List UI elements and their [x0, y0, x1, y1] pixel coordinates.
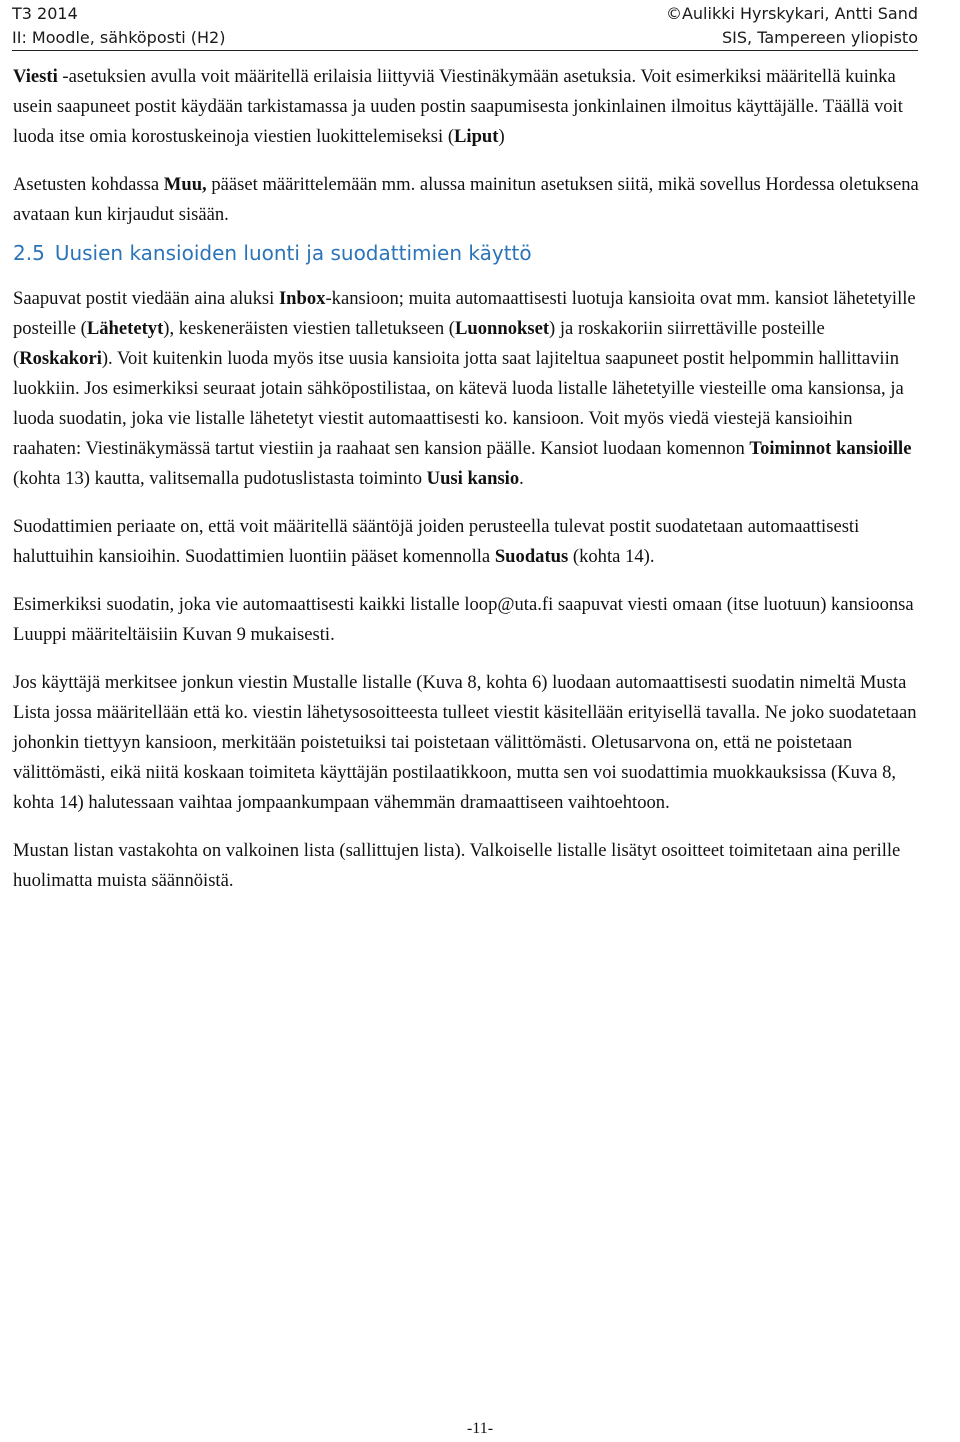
term-muu: Muu, — [163, 174, 207, 195]
text: Saapuvat postit viedään aina aluksi — [13, 288, 279, 309]
paragraph-blacklist: Jos käyttäjä merkitsee jonkun viestin Mustalle listalle (Kuva 8, kohta 6) luodaan automaattisesti suodatin nimeltä Musta Lista jossa määritellään että ko. viestin lähetysosoitteesta tulleet viestit käsitellään erityisellä tavalla. Ne joko suodatetaan johonkin tiettyyn kansioon, merkitään poistetuiksi tai poistetaan välittömästi. Oletusarvona on, että ne poistetaan välittömästi, eikä niitä koskaan toimiteta käyttäjän postilaatikkoon, mutta sen voi suodattimia muokkauksissa (Kuva 8, kohta 14) halutessaan vaihtaa jompaankumpaan vähemmän dramaattiseen vaihtoehtoon. — [13, 672, 917, 813]
institution: SIS, Tampereen yliopisto — [721, 28, 918, 47]
text: (kohta 14). — [568, 546, 655, 567]
text: ) — [498, 126, 505, 147]
term-suodatus: Suodatus — [494, 546, 569, 567]
document-body — [13, 62, 920, 896]
text: -asetuksien avulla voit määritellä erilaisia liittyviä Viestinäkymään asetuksia. Voit esimerkiksi määritellä kuinka usein saapuneet postit käydään tarkistamassa ja uuden postin saapumisesta jonkinlainen ilmoitus käyttäjälle. Täällä voit luoda itse omia korostuskeinoja viestien luokittelemiseksi ( — [13, 66, 903, 147]
header-left — [12, 2, 225, 50]
section-title: Uusien kansioiden luonti ja suodattimien käyttö — [54, 241, 532, 265]
paragraph-folders — [13, 284, 920, 494]
page-number: -11- — [466, 1420, 494, 1437]
section-heading — [13, 238, 920, 268]
text: pääset määrittelemään mm. alussa mainitun asetuksen siitä, mikä sovellus Hordessa oletuksena avataan kun kirjaudut sisään. — [13, 174, 919, 225]
paragraph-viesti-settings — [13, 62, 920, 152]
text: (kohta 13) kautta, valitsemalla pudotuslistasta toiminto — [13, 468, 427, 489]
term-lahetetyt: Lähetetyt — [86, 318, 164, 339]
text: Suodattimien periaate on, että voit määritellä sääntöjä joiden perusteella tulevat postit suodatetaan automaattisesti haluttuihin kansioihin. Suodattimien luontiin pääset komennolla — [13, 516, 860, 567]
text: -kansioon; muita automaattisesti luotuja kansioita ovat mm. kansiot lähetetyille posteille ( — [13, 288, 916, 339]
text: Asetusten kohdassa — [13, 174, 164, 195]
course-code: T3 2014 — [12, 4, 78, 23]
header-right — [666, 2, 918, 50]
course-subtitle: II: Moodle, sähköposti (H2) — [12, 28, 226, 47]
term-uusi-kansio: Uusi kansio — [426, 468, 520, 489]
text: ) ja roskakoriin siirrettäville posteille ( — [13, 318, 825, 369]
paragraph-muu-settings — [13, 170, 920, 230]
term-liput: Liput — [454, 126, 499, 147]
text: . — [519, 468, 524, 489]
authors: ©Aulikki Hyrskykari, Antti Sand — [665, 4, 918, 23]
paragraph-filter-example: Esimerkiksi suodatin, joka vie automaattisesti kaikki listalle loop@uta.fi saapuvat viesti omaan (itse luotuun) kansioonsa Luuppi määriteltäisiin Kuvan 9 mukaisesti. — [13, 594, 914, 645]
text: ). Voit kuitenkin luoda myös itse uusia kansioita jotta saat lajiteltua saapuneet postit helpommin hallittaviin luokkiin. Jos esimerkiksi seuraat jotain sähköpostilistaa, on kätevä luoda listalle lähetetyille viesteille oma kansionsa, ja luoda suodatin, joka vie listalle lähetetyt viestit automaattisesti ko. kansioon. Voit myös viedä viestejä kansioihin raahaten: Viestinäkymässä tartut viestiin ja raahaat sen kansion päälle. Kansiot luodaan komennon — [13, 348, 904, 459]
term-toiminnot-kansioille: Toiminnot kansioille — [749, 438, 912, 459]
term-roskakori: Roskakori — [19, 348, 102, 369]
paragraph-whitelist: Mustan listan vastakohta on valkoinen lista (sallittujen lista). Valkoiselle listalle lisätyt osoitteet toimitetaan aina perille huolimatta muista säännöistä. — [13, 840, 901, 891]
term-luonnokset: Luonnokset — [454, 318, 550, 339]
term-inbox: Inbox — [278, 288, 326, 309]
text: ), keskeneräisten viestien talletukseen ( — [163, 318, 455, 339]
term-viesti: Viesti — [13, 66, 58, 87]
section-number: 2.5 — [13, 241, 45, 265]
page-header — [12, 0, 918, 51]
paragraph-filters — [13, 512, 920, 572]
